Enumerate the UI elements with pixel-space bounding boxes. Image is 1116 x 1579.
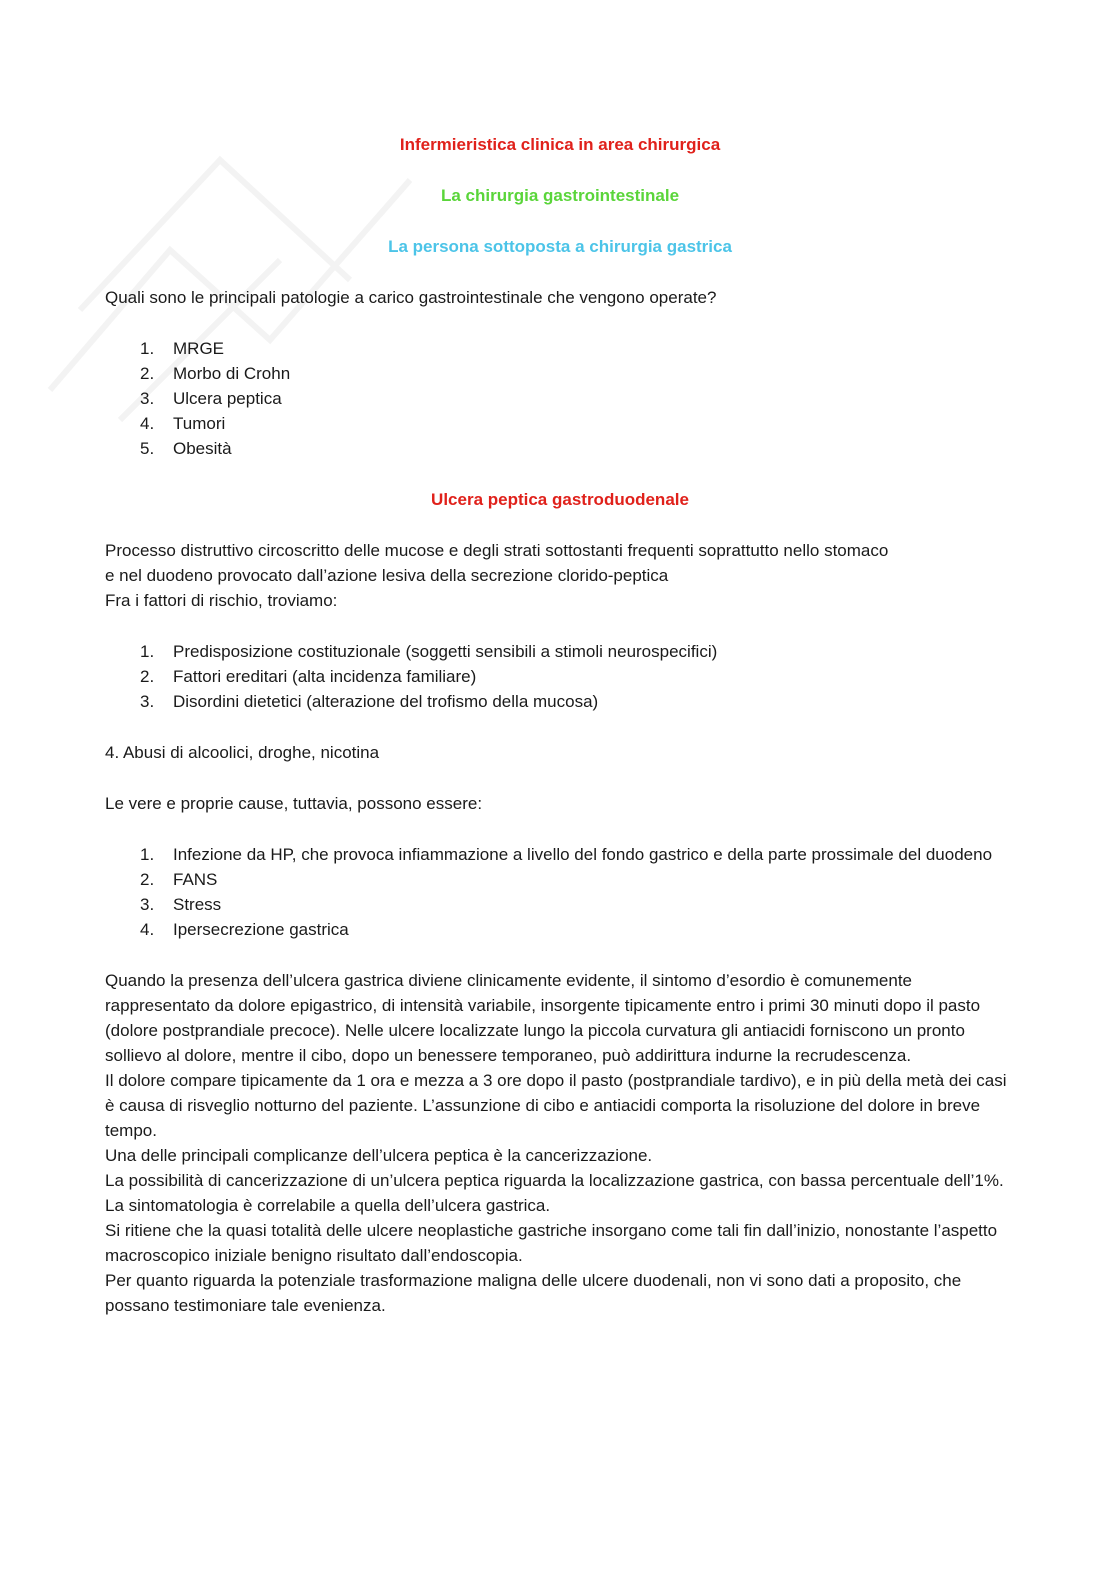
list-item: 2. FANS	[140, 870, 218, 889]
list-item: 5. Obesità	[140, 439, 232, 458]
chapter-title: La chirurgia gastrointestinale	[440, 186, 680, 205]
risk-factor-4: 4. Abusi di alcoolici, droghe, nicotina	[105, 743, 380, 762]
list-item: 1. MRGE	[140, 339, 224, 358]
list-item: 3. Ulcera peptica	[140, 389, 282, 408]
list-item: 2. Morbo di Crohn	[140, 364, 291, 383]
risk-factors-list	[105, 639, 1015, 714]
list-item: 2. Fattori ereditari (alta incidenza familiare)	[140, 667, 477, 686]
body-paragraph: La sintomatologia è correlabile a quella dell’ulcera gastrica.	[105, 1196, 551, 1215]
section-title: La persona sottoposta a chirurgia gastrica	[388, 237, 732, 256]
list-item: 1. Infezione da HP, che provoca infiammazione a livello del fondo gastrico e della parte prossimale del duodeno	[140, 845, 993, 864]
definition-line-1: Processo distruttivo circoscritto delle mucose e degli strati sottostanti frequenti soprattutto nello stomaco	[105, 541, 889, 560]
list-item: 4. Tumori	[140, 414, 226, 433]
body-paragraph: La possibilità di cancerizzazione di un’ulcera peptica riguarda la localizzazione gastrica, con bassa percentuale dell’1%.	[105, 1171, 1004, 1190]
intro-question: Quali sono le principali patologie a carico gastrointestinale che vengono operate?	[105, 288, 717, 307]
document-content	[105, 132, 1015, 1318]
body-paragraph: Quando la presenza dell’ulcera gastrica diviene clinicamente evidente, il sintomo d’esordio è comunemente rappresentato da dolore epigastrico, di intensità variabile, insorgente tipicamente entro i primi 30 minuti dopo il pasto (dolore postprandiale precoce). Nelle ulcere localizzate lungo la piccola curvatura gli antiacidi forniscono un pronto sollievo al dolore, mentre il cibo, dopo un benessere temporaneo, può addirittura indurne la recrudescenza.	[105, 971, 981, 1065]
causes-list	[105, 842, 1015, 942]
list-item: 3. Disordini dietetici (alterazione del trofismo della mucosa)	[140, 692, 599, 711]
list-item: 1. Predisposizione costituzionale (soggetti sensibili a stimoli neurospecifici)	[140, 642, 718, 661]
list-item: 3. Stress	[140, 895, 222, 914]
pathologies-list	[105, 336, 1015, 461]
course-title: Infermieristica clinica in area chirurgica	[399, 135, 721, 154]
definition-line-2: e nel duodeno provocato dall’azione lesiva della secrezione clorido-peptica	[105, 566, 669, 585]
ulcer-heading: Ulcera peptica gastroduodenale	[431, 490, 689, 509]
risk-intro: Fra i fattori di rischio, troviamo:	[105, 591, 338, 610]
body-paragraph: Si ritiene che la quasi totalità delle ulcere neoplastiche gastriche insorgano come tali fin dall’inizio, nonostante l’aspetto macroscopico iniziale benigno risultato dall’endoscopia.	[105, 1221, 998, 1265]
body-paragraph: Una delle principali complicanze dell’ulcera peptica è la cancerizzazione.	[105, 1146, 653, 1165]
body-paragraph: Per quanto riguarda la potenziale trasformazione maligna delle ulcere duodenali, non vi sono dati a proposito, che possano testimoniare tale evenienza.	[105, 1271, 962, 1315]
body-paragraph: Il dolore compare tipicamente da 1 ora e mezza a 3 ore dopo il pasto (postprandiale tardivo), e in più della metà dei casi è causa di risveglio notturno del paziente. L’assunzione di cibo e antiacidi comporta la risoluzione del dolore in breve tempo.	[105, 1071, 1007, 1140]
causes-intro: Le vere e proprie cause, tuttavia, possono essere:	[105, 794, 483, 813]
list-item: 4. Ipersecrezione gastrica	[140, 920, 349, 939]
